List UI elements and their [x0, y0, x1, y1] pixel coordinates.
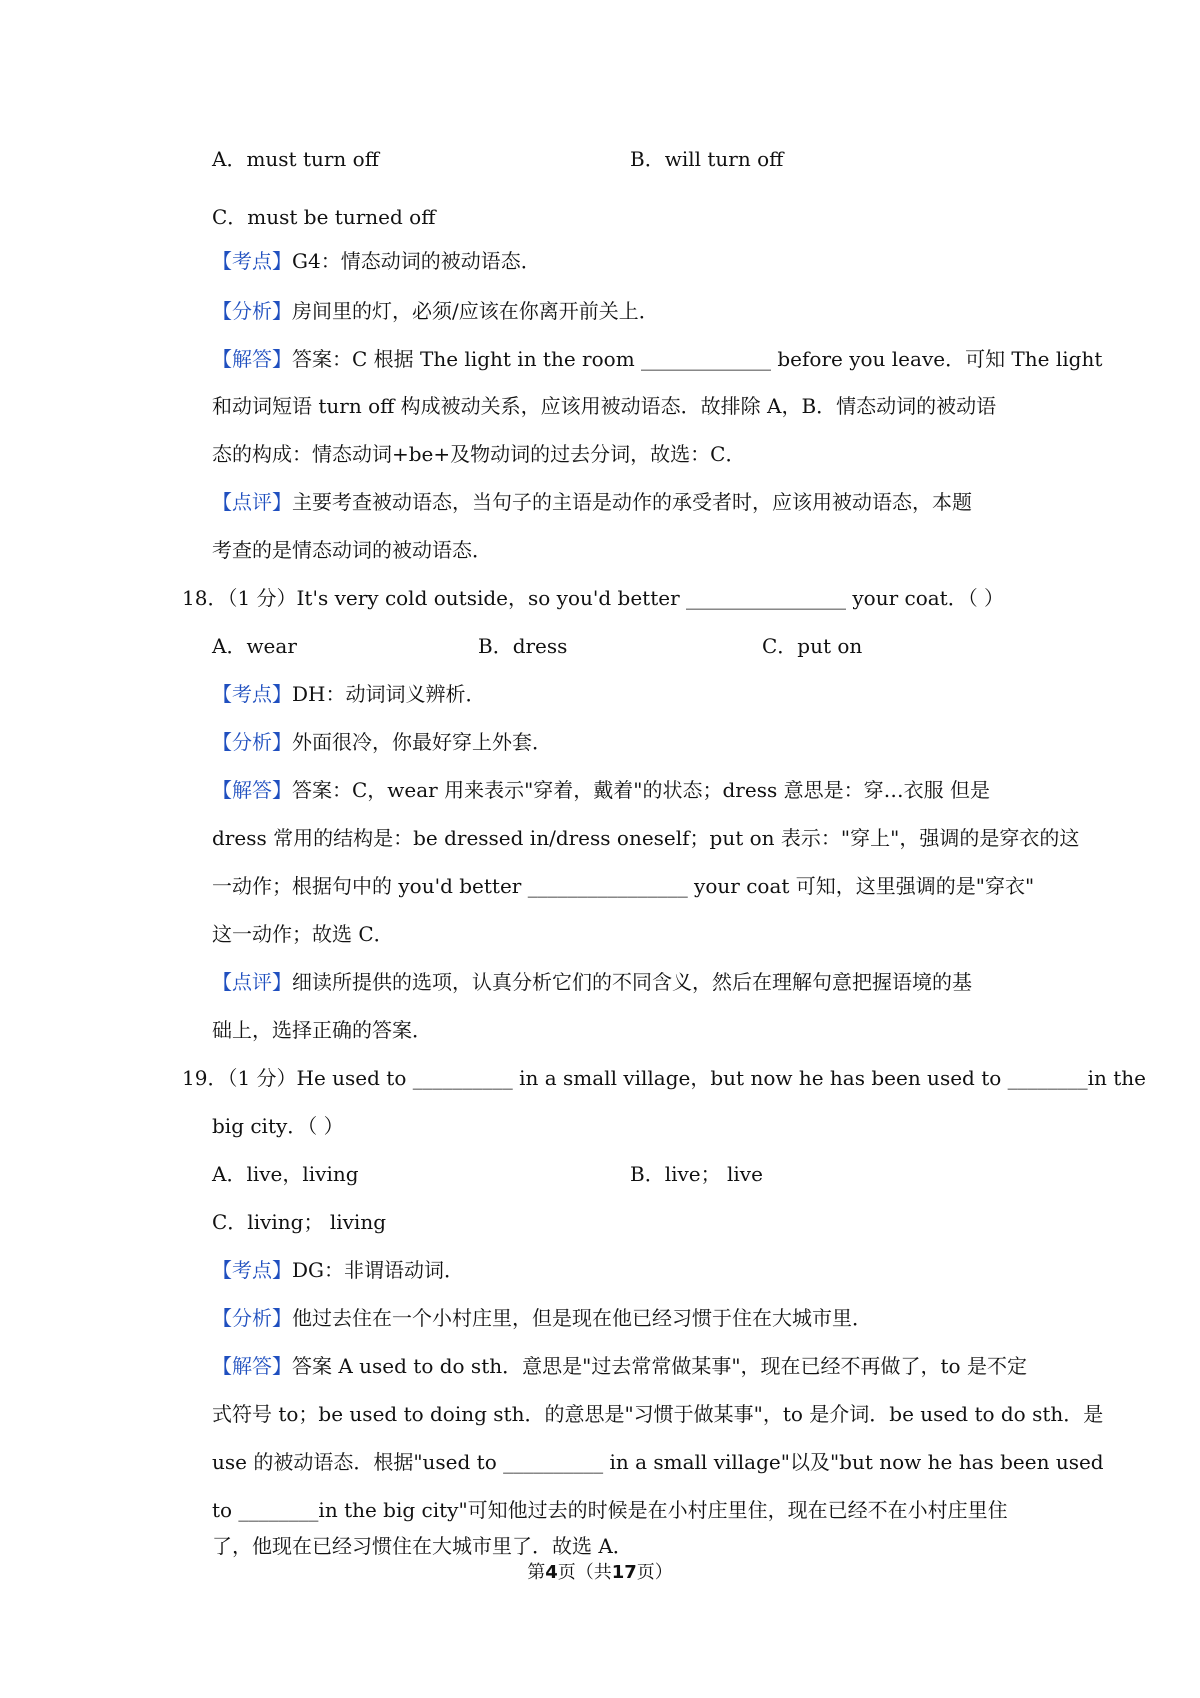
fenxi-text: 外面很冷，你最好穿上外套． — [292, 730, 552, 754]
q18-option-a: A．wear — [212, 634, 297, 658]
dianping-text: 细读所提供的选项，认真分析它们的不同含义，然后在理解句意把握语境的基 — [292, 970, 972, 994]
footer-suffix: 页） — [636, 1562, 673, 1583]
q18-jieda-line3: 一动作；根据句中的 you'd better ________________ your coat 可知，这里强调的是"穿衣" — [212, 874, 1035, 898]
q19-fenxi — [212, 1304, 872, 1332]
q17-dianping-line1 — [212, 488, 972, 516]
q18-option-b: B．dress — [478, 634, 568, 658]
jieda-text: 答案：C 根据 The light in the room _____________ before you leave．可知 The light — [292, 347, 1103, 371]
jieda-tag: 【解答】 — [212, 778, 292, 802]
kaodian-text: DH：动词词义辨析． — [292, 682, 486, 706]
q18-dianping-line1 — [212, 968, 972, 996]
kaodian-tag: 【考点】 — [212, 1258, 292, 1282]
q17-jieda-line3: 态的构成：情态动词+be+及物动词的过去分词，故选：C． — [212, 442, 746, 466]
q19-kaodian — [212, 1256, 464, 1284]
footer-middle: 页（共 — [557, 1562, 612, 1583]
footer-page-number: 4 — [545, 1562, 558, 1583]
q19-jieda-line1 — [212, 1352, 1027, 1380]
footer-prefix: 第 — [527, 1562, 546, 1583]
q18-stem: 18．（1 分）It's very cold outside，so you'd better ________________ your coat．（ ） — [182, 586, 1005, 610]
dianping-text: 主要考查被动语态，当句子的主语是动作的承受者时，应该用被动语态，本题 — [292, 490, 972, 514]
q19-jieda-line3: use 的被动语态．根据"used to __________ in a small village"以及"but now he has been used — [212, 1450, 1104, 1474]
kaodian-text: DG：非谓语动词． — [292, 1258, 465, 1282]
fenxi-text: 房间里的灯，必须/应该在你离开前关上． — [292, 299, 659, 323]
q19-option-c: C．living； living — [212, 1210, 387, 1234]
q19-stem-line2: big city．（ ） — [212, 1114, 344, 1138]
q19-stem-line1: 19．（1 分）He used to __________ in a small village，but now he has been used to ________in the — [182, 1066, 1147, 1090]
jieda-tag: 【解答】 — [212, 1354, 292, 1378]
q17-jieda-line1 — [212, 345, 1102, 373]
q17-option-c: C．must be turned off — [212, 205, 436, 229]
q18-option-c: C．put on — [762, 634, 863, 658]
fenxi-tag: 【分析】 — [212, 299, 292, 323]
q19-jieda-line5: 了，他现在已经习惯住在大城市里了．故选 A． — [212, 1534, 633, 1558]
fenxi-tag: 【分析】 — [212, 730, 292, 754]
q17-kaodian — [212, 247, 541, 275]
page-footer — [0, 1561, 1200, 1585]
q17-fenxi — [212, 297, 659, 325]
jieda-text: 答案：C，wear 用来表示"穿着，戴着"的状态；dress 意思是：穿…衣服 但是 — [292, 778, 990, 802]
fenxi-tag: 【分析】 — [212, 1306, 292, 1330]
q18-dianping-line2: 础上，选择正确的答案． — [212, 1018, 432, 1042]
q18-kaodian — [212, 680, 485, 708]
q17-option-a: A．must turn off — [212, 147, 379, 171]
dianping-tag: 【点评】 — [212, 490, 292, 514]
q17-dianping-line2: 考查的是情态动词的被动语态． — [212, 538, 492, 562]
jieda-text: 答案 A used to do sth．意思是"过去常常做某事"，现在已经不再做了，to 是不定 — [292, 1354, 1027, 1378]
q19-option-a: A．live，living — [212, 1162, 359, 1186]
q18-fenxi — [212, 728, 552, 756]
footer-total-pages: 17 — [611, 1562, 637, 1583]
kaodian-tag: 【考点】 — [212, 682, 292, 706]
dianping-tag: 【点评】 — [212, 970, 292, 994]
q19-jieda-line4: to ________in the big city"可知他过去的时候是在小村庄里住，现在已经不在小村庄里住 — [212, 1498, 1008, 1522]
jieda-tag: 【解答】 — [212, 347, 292, 371]
fenxi-text: 他过去住在一个小村庄里，但是现在他已经习惯于住在大城市里． — [292, 1306, 872, 1330]
q19-jieda-line2: 式符号 to；be used to doing sth．的意思是"习惯于做某事"，to 是介词．be used to do sth．是 — [212, 1402, 1104, 1426]
q19-option-b: B．live； live — [630, 1162, 763, 1186]
q18-jieda-line2: dress 常用的结构是：be dressed in/dress oneself；put on 表示："穿上"，强调的是穿衣的这 — [212, 826, 1080, 850]
q17-jieda-line2: 和动词短语 turn off 构成被动关系，应该用被动语态．故排除 A，B．情态动词的被动语 — [212, 394, 997, 418]
kaodian-text: G4：情态动词的被动语态． — [292, 249, 541, 273]
q18-jieda-line4: 这一动作；故选 C． — [212, 922, 394, 946]
q18-jieda-line1 — [212, 776, 990, 804]
q17-option-b: B．will turn off — [630, 147, 784, 171]
kaodian-tag: 【考点】 — [212, 249, 292, 273]
